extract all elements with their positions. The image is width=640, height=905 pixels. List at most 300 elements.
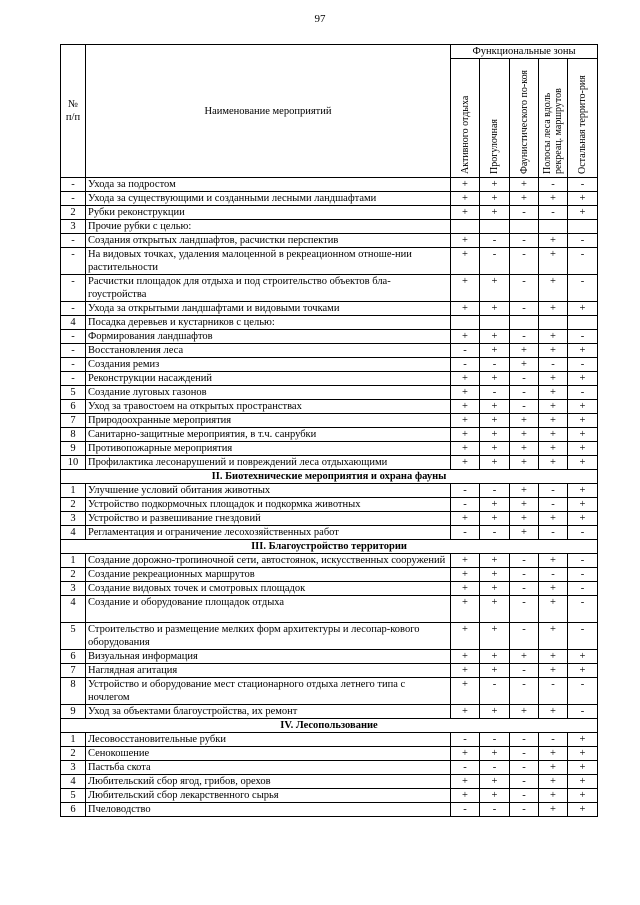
zone-mark: + [539,512,568,526]
table-header [61,45,598,178]
table-row [61,596,598,623]
zone-mark: - [539,498,568,512]
zone-mark: - [510,733,539,747]
zone-header-walking: Прогулочная [480,59,510,178]
row-number: 5 [61,789,86,803]
zone-mark: + [539,554,568,568]
zone-mark: + [451,554,480,568]
zone-mark: + [568,650,598,664]
zone-mark: + [568,400,598,414]
row-number: 6 [61,400,86,414]
zone-mark: + [568,664,598,678]
zone-mark: - [480,234,510,248]
table-row [61,803,598,817]
num-header: № п/п [61,45,86,178]
zone-mark: + [539,623,568,650]
row-number: - [61,248,86,275]
zone-mark: - [539,568,568,582]
zone-mark: - [539,178,568,192]
zone-header-strips: Полосы леса вдоль рекреац. маршрутов [539,59,568,178]
zone-mark: + [480,623,510,650]
zone-mark: + [539,747,568,761]
zone-mark: + [539,400,568,414]
zone-mark: + [480,330,510,344]
zone-mark: + [539,275,568,302]
row-measure-name: Строительство и размещение мелких форм архитектуры и лесопар-кового оборудования [86,623,451,650]
zone-mark: + [451,678,480,705]
table-row [61,650,598,664]
zone-mark: + [451,664,480,678]
table-row [61,192,598,206]
zone-mark: + [480,178,510,192]
table-row [61,275,598,302]
zone-mark: + [480,582,510,596]
zone-mark: - [480,358,510,372]
zone-mark: + [451,414,480,428]
row-number: 5 [61,386,86,400]
zone-mark: - [568,358,598,372]
table-row [61,302,598,316]
zone-mark: - [451,484,480,498]
zone-mark: + [539,414,568,428]
row-measure-name: Пчеловодство [86,803,451,817]
row-measure-name: Расчистки площадок для отдыха и под строительство объектов бла-гоустройства [86,275,451,302]
zone-mark: - [451,498,480,512]
zone-mark: + [510,178,539,192]
zone-mark [510,220,539,234]
zone-mark: + [539,789,568,803]
row-measure-name: Санитарно-защитные мероприятия, в т.ч. санрубки [86,428,451,442]
row-number: - [61,234,86,248]
table-row [61,526,598,540]
zone-mark: + [539,234,568,248]
zone-mark: + [451,650,480,664]
zone-mark: + [568,512,598,526]
row-number: 2 [61,568,86,582]
zone-mark: + [480,192,510,206]
page-number: 97 [314,13,326,25]
row-measure-name: Пастьба скота [86,761,451,775]
row-measure-name: Создания открытых ландшафтов, расчистки перспектив [86,234,451,248]
row-number: - [61,302,86,316]
zone-mark: + [480,775,510,789]
zone-mark: - [451,803,480,817]
zone-mark: + [451,275,480,302]
zone-mark: - [510,275,539,302]
row-number: 3 [61,582,86,596]
zone-mark: + [568,733,598,747]
row-measure-name: Создание луговых газонов [86,386,451,400]
zone-mark: - [451,358,480,372]
zone-mark: + [568,761,598,775]
zone-mark: - [510,386,539,400]
zone-mark: - [568,596,598,623]
zone-mark: - [510,248,539,275]
zone-mark: + [480,554,510,568]
zone-mark: + [539,803,568,817]
zone-mark: - [451,526,480,540]
zone-mark: + [451,456,480,470]
row-number: 3 [61,220,86,234]
zone-mark: + [451,330,480,344]
section-title: III. Благоустройство территории [61,540,598,554]
zone-mark [568,316,598,330]
zone-mark: - [510,400,539,414]
row-measure-name: Ухода за существующими и созданными лесными ландшафтами [86,192,451,206]
zone-header-other: Остальная террито-рия [568,59,598,178]
table-row [61,248,598,275]
row-number: 7 [61,664,86,678]
section-row [61,719,598,733]
table-row [61,386,598,400]
zone-mark: + [539,761,568,775]
zone-mark: + [451,747,480,761]
table-row [61,789,598,803]
zone-mark: - [510,554,539,568]
zone-mark: + [480,650,510,664]
table-row [61,554,598,568]
zone-mark: - [510,568,539,582]
zone-mark: + [539,372,568,386]
zone-mark: - [568,386,598,400]
table-row [61,705,598,719]
zone-mark: + [510,428,539,442]
table-row [61,747,598,761]
zone-mark: + [568,414,598,428]
zone-mark: + [480,512,510,526]
zone-mark: + [568,484,598,498]
table-row [61,234,598,248]
zone-mark: - [480,248,510,275]
zone-mark: - [539,526,568,540]
row-measure-name: Ухода за подростом [86,178,451,192]
row-number: - [61,358,86,372]
row-number: 2 [61,498,86,512]
zone-mark: + [480,372,510,386]
zone-mark: + [480,344,510,358]
row-measure-name: Лесовосстановительные рубки [86,733,451,747]
zone-mark: - [510,664,539,678]
row-measure-name: Формирования ландшафтов [86,330,451,344]
zone-mark: + [568,803,598,817]
zone-mark: + [480,302,510,316]
zone-mark: + [539,330,568,344]
row-measure-name: Уход за травостоем на открытых пространствах [86,400,451,414]
row-number: 6 [61,803,86,817]
zone-mark: + [451,178,480,192]
row-number: 3 [61,512,86,526]
zone-mark: - [451,733,480,747]
table-row [61,775,598,789]
zone-mark: - [510,789,539,803]
zone-mark [539,220,568,234]
row-measure-name: Профилактика лесонарушений и повреждений леса отдыхающими [86,456,451,470]
zone-mark: + [510,358,539,372]
zone-mark: - [451,344,480,358]
row-measure-name: Любительский сбор лекарственного сырья [86,789,451,803]
table-row [61,428,598,442]
row-number: 6 [61,650,86,664]
row-number: - [61,275,86,302]
row-measure-name: Реконструкции насаждений [86,372,451,386]
row-number: - [61,344,86,358]
zone-mark: - [510,582,539,596]
row-measure-name: Восстановления леса [86,344,451,358]
zone-mark: + [568,344,598,358]
zone-mark: + [539,302,568,316]
zone-mark: + [568,498,598,512]
zone-mark [539,316,568,330]
row-measure-name: Рубки реконструкции [86,206,451,220]
row-measure-name: Наглядная агитация [86,664,451,678]
zone-mark: + [451,582,480,596]
zone-mark: + [480,456,510,470]
table-row [61,678,598,705]
row-number: - [61,330,86,344]
row-measure-name: Регламентация и ограничение лесохозяйственных работ [86,526,451,540]
zone-mark: + [539,664,568,678]
zone-mark [451,220,480,234]
zone-mark: - [539,733,568,747]
table-row [61,316,598,330]
zone-mark: + [510,442,539,456]
zone-mark: - [568,554,598,568]
zone-mark [568,220,598,234]
zone-mark: - [480,386,510,400]
zone-mark: + [510,414,539,428]
zone-mark: + [568,747,598,761]
zone-mark: + [539,344,568,358]
zone-mark: + [510,192,539,206]
zone-mark: + [451,623,480,650]
zone-mark: + [510,484,539,498]
zone-mark: + [451,192,480,206]
zone-mark: + [480,428,510,442]
table-row [61,400,598,414]
table-row [61,623,598,650]
zone-mark: + [510,526,539,540]
zone-mark: - [568,623,598,650]
zone-mark: + [480,596,510,623]
zone-mark: - [568,526,598,540]
zone-mark: - [568,234,598,248]
section-title: II. Биотехнические мероприятия и охрана фауны [61,470,598,484]
zone-mark: - [480,484,510,498]
zone-mark: + [480,400,510,414]
zone-mark: - [480,678,510,705]
section-title: IV. Лесопользование [61,719,598,733]
row-number: - [61,372,86,386]
zone-mark: + [480,414,510,428]
row-measure-name: Создание видовых точек и смотровых площадок [86,582,451,596]
zone-mark: - [539,358,568,372]
zone-mark: - [568,705,598,719]
zone-mark: + [568,192,598,206]
zone-mark: + [451,789,480,803]
zone-mark: + [568,456,598,470]
zone-mark: + [480,705,510,719]
zone-header-active: Активного отдыха [451,59,480,178]
row-measure-name: Устройство и оборудование мест стационарного отдыха летнего типа с ночлегом [86,678,451,705]
zone-mark: - [510,372,539,386]
row-measure-name: Визуальная информация [86,650,451,664]
zone-mark: - [510,775,539,789]
row-number: 1 [61,554,86,568]
zone-mark: - [510,206,539,220]
zone-mark: + [510,344,539,358]
row-measure-name: Посадка деревьев и кустарников с целью: [86,316,451,330]
zone-mark: + [568,775,598,789]
zone-mark: + [480,498,510,512]
zone-mark: - [510,234,539,248]
zone-mark: + [539,456,568,470]
zone-mark: - [510,678,539,705]
row-measure-name: Сенокошение [86,747,451,761]
zone-mark [451,316,480,330]
zone-mark: - [510,330,539,344]
zone-mark: + [480,442,510,456]
zone-mark: - [510,596,539,623]
zone-mark: + [539,192,568,206]
zone-mark: + [451,775,480,789]
row-number: 9 [61,442,86,456]
zone-mark: + [539,582,568,596]
zone-mark: - [568,275,598,302]
table-row [61,582,598,596]
zone-mark: + [568,442,598,456]
table-row [61,456,598,470]
zone-mark: + [510,498,539,512]
zone-mark [480,316,510,330]
row-number: - [61,178,86,192]
zone-mark: + [568,206,598,220]
row-number: - [61,192,86,206]
section-row [61,540,598,554]
row-number: 8 [61,428,86,442]
zone-mark: - [480,803,510,817]
table-row [61,664,598,678]
zone-mark: + [451,428,480,442]
zone-mark: + [539,386,568,400]
zone-mark: - [480,733,510,747]
zone-mark: - [539,206,568,220]
zones-header: Функциональные зоны [451,45,598,59]
measures-table [60,44,598,817]
row-measure-name: Устройство подкормочных площадок и подкормка животных [86,498,451,512]
row-measure-name: Прочие рубки с целью: [86,220,451,234]
row-measure-name: Создание дорожно-тропиночной сети, автостоянок, искусственных сооружений [86,554,451,568]
table-row [61,442,598,456]
zone-mark: + [568,302,598,316]
row-measure-name: Создание и оборудование площадок отдыха [86,596,451,623]
zone-mark: + [510,512,539,526]
row-measure-name: Уход за объектами благоустройства, их ремонт [86,705,451,719]
zone-mark: + [451,386,480,400]
zone-mark: - [510,803,539,817]
table-row [61,330,598,344]
zone-mark: + [451,512,480,526]
zone-mark: + [480,664,510,678]
zone-mark: + [451,234,480,248]
zone-mark: + [451,206,480,220]
row-number: 8 [61,678,86,705]
zone-mark: + [480,747,510,761]
zone-mark: + [568,789,598,803]
zone-mark: + [451,302,480,316]
zone-mark: + [451,568,480,582]
row-measure-name: Улучшение условий обитания животных [86,484,451,498]
row-measure-name: Устройство и развешивание гнездовий [86,512,451,526]
row-number: 1 [61,484,86,498]
zone-mark: - [510,761,539,775]
row-number: 4 [61,775,86,789]
zone-mark: - [568,248,598,275]
row-number: 2 [61,747,86,761]
zone-mark: + [480,568,510,582]
zone-mark: + [480,206,510,220]
table-row [61,512,598,526]
zone-mark: + [480,275,510,302]
section-row [61,470,598,484]
zone-mark: - [568,678,598,705]
table-row [61,344,598,358]
table-row [61,220,598,234]
zone-mark: + [568,428,598,442]
zone-mark: + [510,705,539,719]
table-row [61,568,598,582]
zone-mark: + [568,372,598,386]
zone-mark: + [451,596,480,623]
zone-header-fauna: Фаунистического по-коя [510,59,539,178]
zone-mark: + [510,650,539,664]
zone-mark: + [539,596,568,623]
row-number: 10 [61,456,86,470]
row-measure-name: Ухода за открытыми ландшафтами и видовыми точками [86,302,451,316]
name-header: Наименование мероприятий [86,45,451,178]
zone-mark: + [539,442,568,456]
table-row [61,206,598,220]
zone-mark: - [480,526,510,540]
table-row [61,358,598,372]
zone-mark: + [451,400,480,414]
row-measure-name: Создание рекреационных маршрутов [86,568,451,582]
zone-mark: - [510,302,539,316]
zone-mark: - [510,623,539,650]
table-row [61,498,598,512]
row-number: 1 [61,733,86,747]
row-number: 4 [61,596,86,623]
zone-mark: + [451,705,480,719]
table-row [61,484,598,498]
row-number: 2 [61,206,86,220]
zone-mark: - [510,747,539,761]
row-number: 5 [61,623,86,650]
zone-mark: + [539,248,568,275]
zone-mark: + [539,428,568,442]
row-number: 4 [61,526,86,540]
row-measure-name: Природоохранные мероприятия [86,414,451,428]
row-measure-name: На видовых точках, удаления малоценной в рекреационном отноше-нии растительности [86,248,451,275]
zone-mark [480,220,510,234]
table-row [61,733,598,747]
zone-mark: - [539,484,568,498]
zone-mark: + [480,789,510,803]
row-number: 7 [61,414,86,428]
row-number: 4 [61,316,86,330]
zone-mark: + [451,372,480,386]
zone-mark: + [539,705,568,719]
table-row [61,414,598,428]
